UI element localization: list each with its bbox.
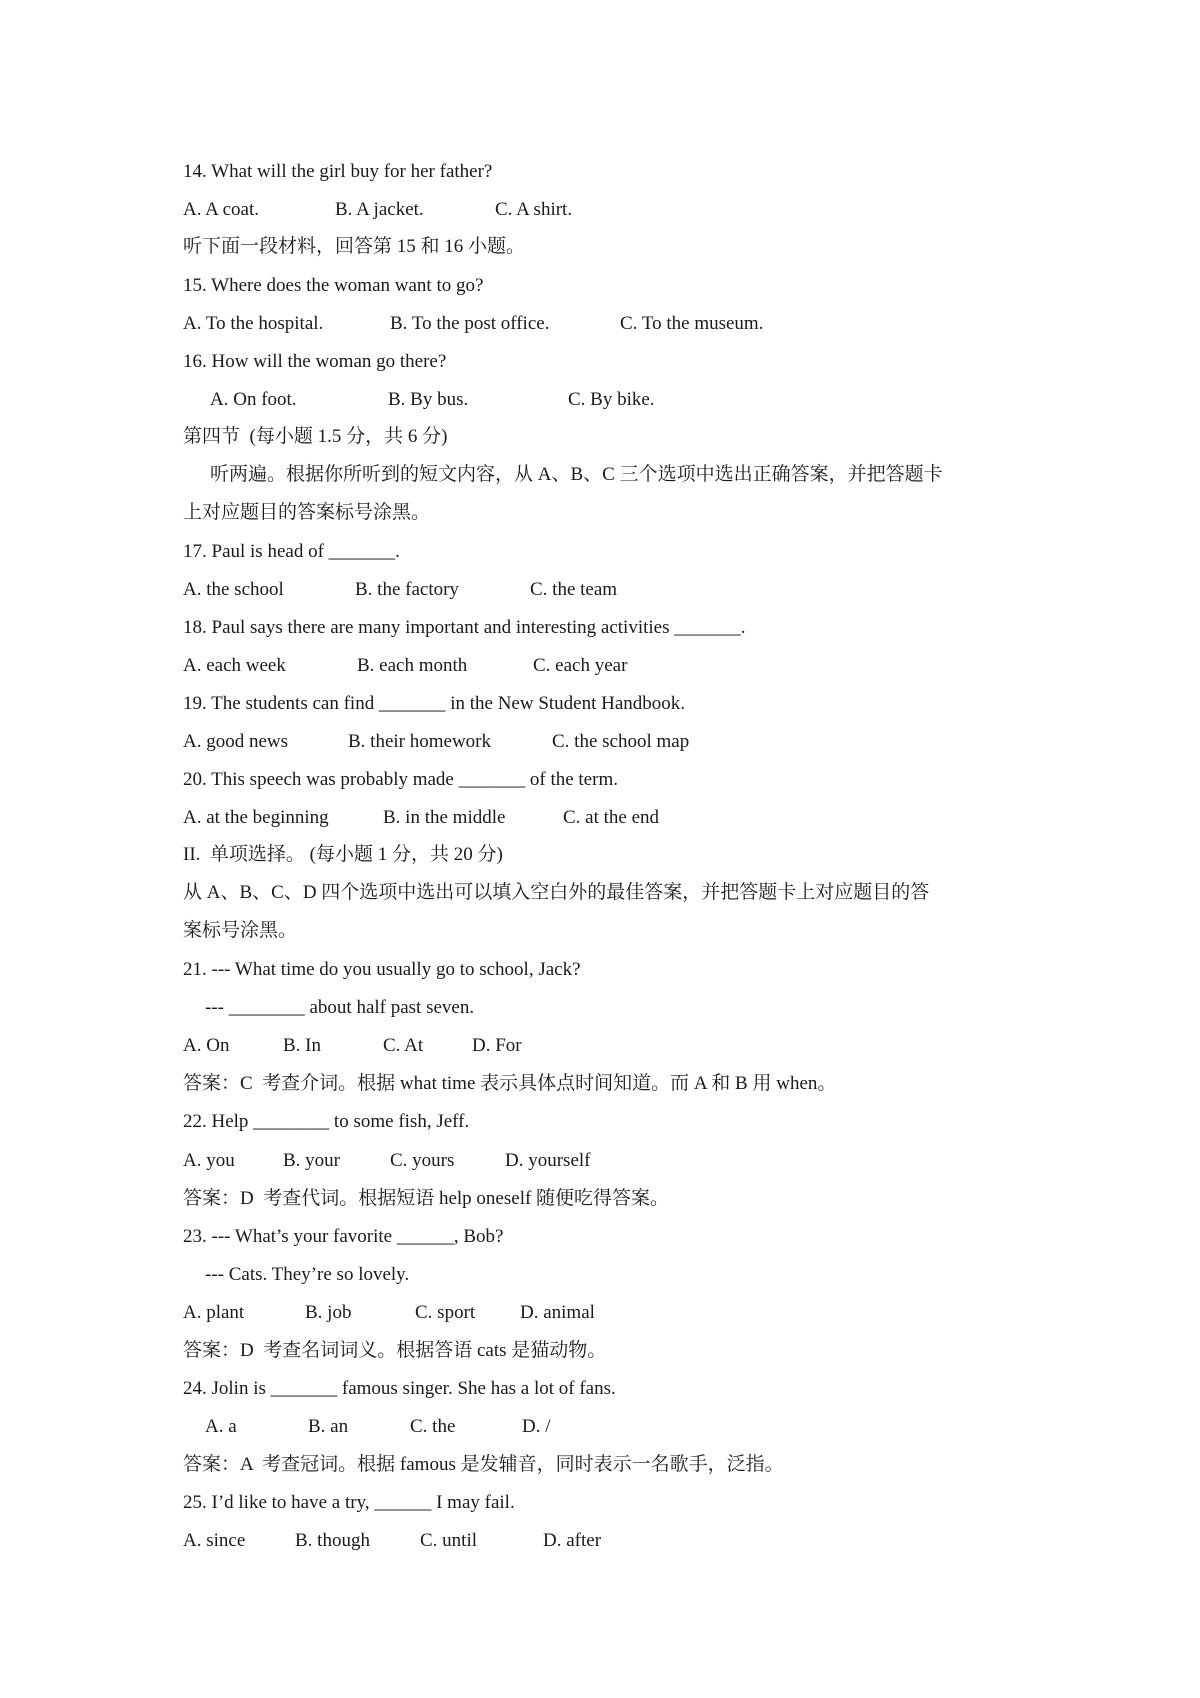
intro-15-16: 听下面一段材料，回答第 15 和 16 小题。: [183, 236, 526, 257]
q21-option-c: C. At: [383, 1035, 424, 1056]
question-18: 18. Paul says there are many important and interesting activities _______.: [183, 617, 746, 638]
q22-option-d: D. yourself: [505, 1150, 591, 1171]
question-20: 20. This speech was probably made _______ of the term.: [183, 769, 618, 790]
q25-option-c: C. until: [420, 1530, 478, 1551]
q20-option-c: C. at the end: [563, 807, 660, 828]
question-24: 24. Jolin is _______ famous singer. She has a lot of fans.: [183, 1378, 616, 1399]
q21-option-d: D. For: [472, 1035, 522, 1056]
q18-option-a: A. each week: [183, 655, 286, 676]
q20-option-a: A. at the beginning: [183, 807, 329, 828]
question-23-reply: --- Cats. They’re so lovely.: [205, 1264, 410, 1285]
question-21: 21. --- What time do you usually go to school, Jack?: [183, 959, 581, 980]
part2-instruction-2: 案标号涂黑。: [183, 920, 298, 941]
section4-instruction-2: 上对应题目的答案标号涂黑。: [183, 502, 431, 523]
q24-option-b: B. an: [308, 1416, 349, 1437]
q17-option-c: C. the team: [530, 579, 618, 600]
part2-instruction-1: 从 A、B、C、D 四个选项中选出可以填入空白外的最佳答案，并把答题卡上对应题目的答: [183, 882, 930, 903]
q16-option-c: C. By bike.: [568, 389, 655, 410]
question-22: 22. Help ________ to some fish, Jeff.: [183, 1111, 470, 1132]
section4-heading: 第四节 (每小题 1.5 分，共 6 分): [183, 426, 448, 447]
q24-option-a: A. a: [205, 1416, 237, 1437]
q14-option-a: A. A coat.: [183, 199, 259, 220]
q14-option-b: B. A jacket.: [335, 199, 424, 220]
q25-option-d: D. after: [543, 1530, 602, 1551]
q21-option-a: A. On: [183, 1035, 230, 1056]
q23-option-b: B. job: [305, 1302, 352, 1323]
q15-option-a: A. To the hospital.: [183, 313, 324, 334]
q18-option-c: C. each year: [533, 655, 628, 676]
q21-option-b: B. In: [283, 1035, 321, 1056]
question-17: 17. Paul is head of _______.: [183, 541, 400, 562]
q14-option-c: C. A shirt.: [495, 199, 573, 220]
q22-answer: 答案：D 考查代词。根据短语 help oneself 随便吃得答案。: [183, 1188, 670, 1209]
q15-option-c: C. To the museum.: [620, 313, 764, 334]
q19-option-c: C. the school map: [552, 731, 690, 752]
question-21-reply: --- ________ about half past seven.: [205, 997, 475, 1018]
question-19: 19. The students can find _______ in the New Student Handbook.: [183, 693, 686, 714]
q23-option-d: D. animal: [520, 1302, 595, 1323]
question-25: 25. I’d like to have a try, ______ I may fail.: [183, 1492, 515, 1513]
q23-answer: 答案：D 考查名词词义。根据答语 cats 是猫动物。: [183, 1340, 607, 1361]
question-23: 23. --- What’s your favorite ______, Bob?: [183, 1226, 504, 1247]
q19-option-b: B. their homework: [348, 731, 492, 752]
q18-option-b: B. each month: [357, 655, 468, 676]
q20-option-b: B. in the middle: [383, 807, 506, 828]
q22-option-c: C. yours: [390, 1150, 455, 1171]
q23-option-a: A. plant: [183, 1302, 245, 1323]
q17-option-b: B. the factory: [355, 579, 459, 600]
question-15: 15. Where does the woman want to go?: [183, 275, 484, 296]
question-14: 14. What will the girl buy for her father?: [183, 161, 493, 182]
part2-heading: II. 单项选择。 (每小题 1 分，共 20 分): [183, 844, 503, 865]
q17-option-a: A. the school: [183, 579, 284, 600]
q16-option-a: A. On foot.: [210, 389, 297, 410]
q24-answer: 答案：A 考查冠词。根据 famous 是发辅音，同时表示一名歌手，泛指。: [183, 1454, 784, 1475]
q22-option-a: A. you: [183, 1150, 235, 1171]
question-16: 16. How will the woman go there?: [183, 351, 447, 372]
q23-option-c: C. sport: [415, 1302, 476, 1323]
q16-option-b: B. By bus.: [388, 389, 469, 410]
q19-option-a: A. good news: [183, 731, 289, 752]
q24-option-c: C. the: [410, 1416, 456, 1437]
q21-answer: 答案：C 考查介词。根据 what time 表示具体点时间知道。而 A 和 B 用 when。: [183, 1073, 837, 1094]
q22-option-b: B. your: [283, 1150, 340, 1171]
section4-instruction-1: 听两遍。根据你所听到的短文内容，从 A、B、C 三个选项中选出正确答案，并把答题卡: [210, 464, 943, 485]
q15-option-b: B. To the post office.: [390, 313, 550, 334]
q24-option-d: D. /: [522, 1416, 551, 1437]
q25-option-a: A. since: [183, 1530, 246, 1551]
q25-option-b: B. though: [295, 1530, 370, 1551]
